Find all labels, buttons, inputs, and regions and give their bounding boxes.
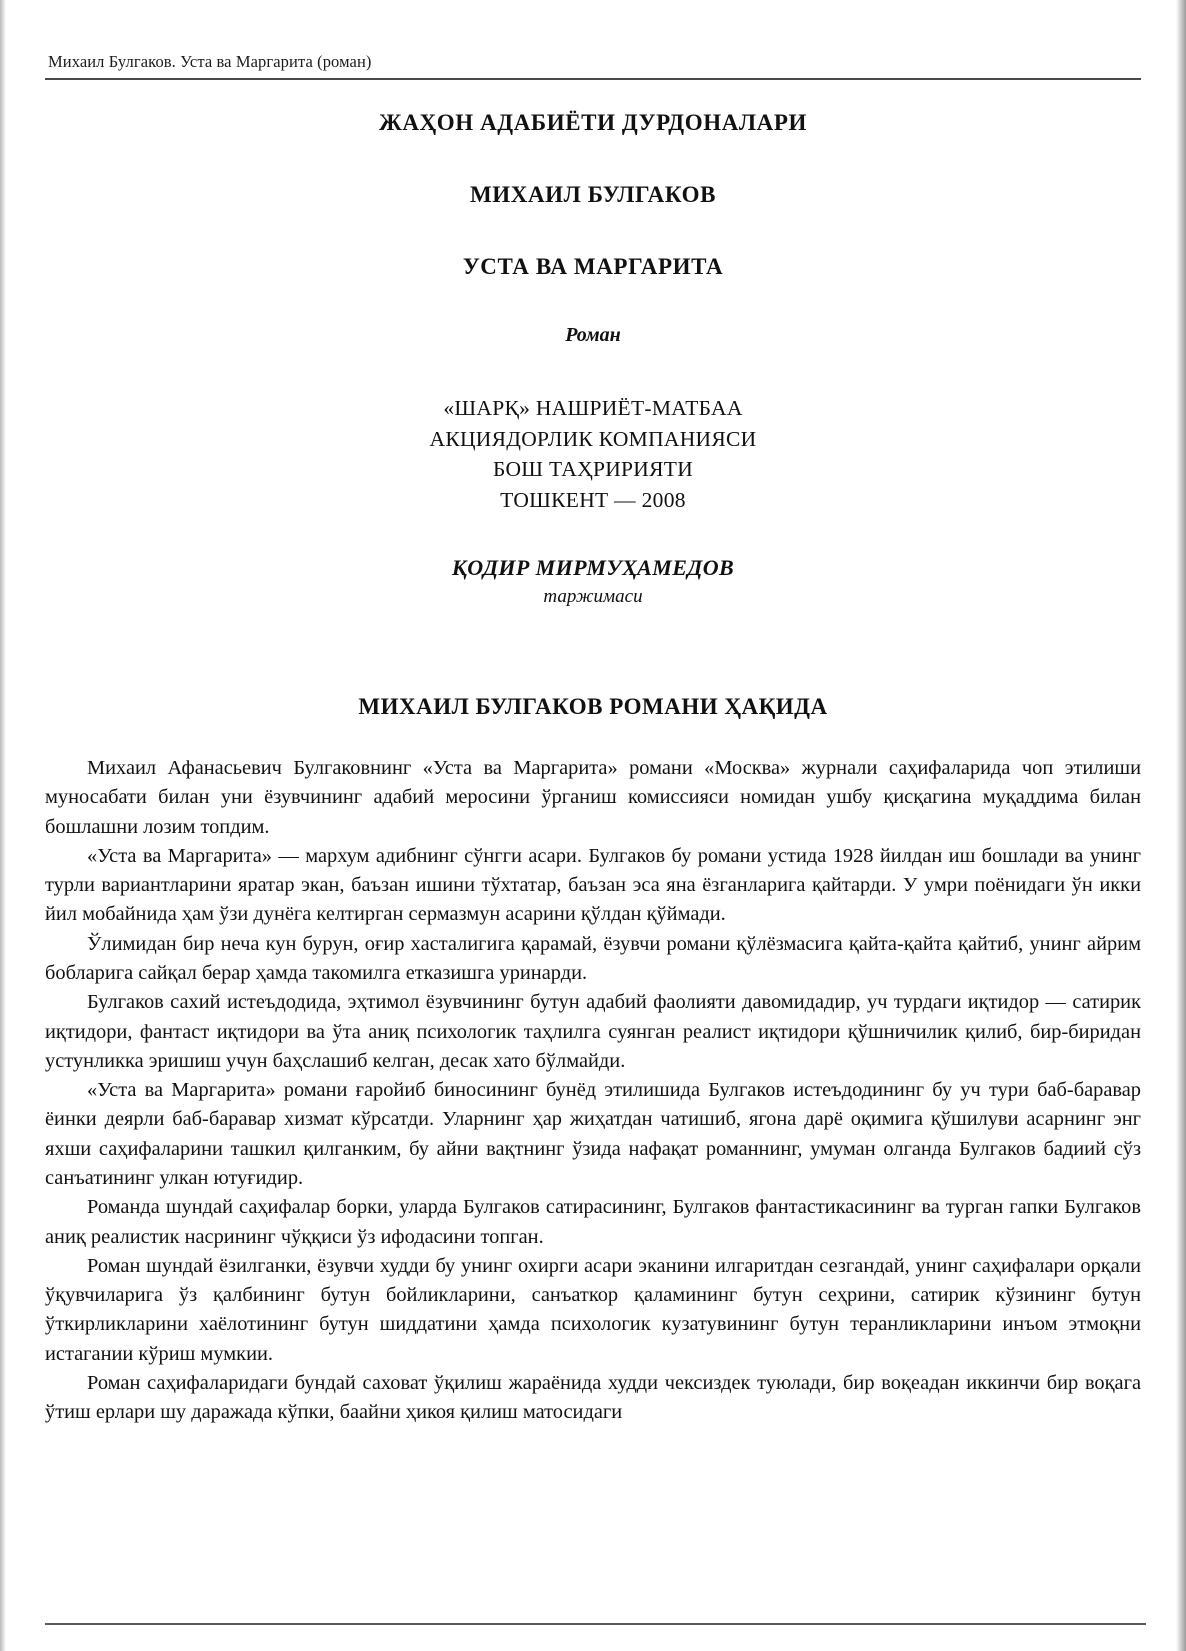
body-paragraph: Романда шундай саҳифалар борки, уларда Булгаков сатирасининг, Булгаков фантастикасининг ва турган гапки Булгаков аниқ реалистик насрининг чўққиси ўз ифодасини топган. bbox=[45, 1196, 1141, 1248]
body-paragraph: Роман шундай ёзилганки, ёзувчи худди бу унинг охирги асари эканини илгаритдан сезгандай, унинг саҳифалари орқали ўқувчиларига ўз қалбининг бутун бойликларини, санъаткор қаламининг бутун сеҳрини, сатирик кўзининг бутун ўткирликларини хаёлотининг бутун шиддатини ҳамда психологик кузатувининг бутун теранликларини инъом этмоқни истагании кўриш мумкии. bbox=[45, 1254, 1141, 1365]
translator-name: ҚОДИР МИРМУҲАМЕДОВ bbox=[451, 555, 735, 581]
body-paragraph: Роман саҳифаларидаги бундай саховат ўқилиш жараёнида худди чексиздек туюлади, бир воқеадан иккинчи бир воқага ўтиш ерлари шу даражада кўпки, баайни ҳикоя қилиш матосидаги bbox=[45, 1371, 1141, 1424]
book-title: УСТА ВА МАРГАРИТА bbox=[462, 254, 724, 279]
publisher-line-4: ТОШКЕНТ — 2008 bbox=[500, 487, 686, 512]
body-paragraph: Булгаков сахий истеъдодида, эҳтимол ёзувчининг бутун адабий фаолияти давомидадир, уч турдаги иқтидор — сатирик иқтидори, фантаст иқтидори ва ўта аниқ психологик таҳлилга суянган реалист иқтидори қўшничилик қилиб, бир-биридан устунликка эришиш учун баҳслашиб келган, десак хато бўлмайди. bbox=[45, 991, 1141, 1072]
running-header: Михаил Булгаков. Уста ва Маргарита (роман) bbox=[48, 52, 372, 71]
body-paragraph: Ўлимидан бир неча кун бурун, оғир хасталигига қарамай, ёзувчи романи қўлёзмасига қайта-қайта қайтиб, унинг айрим бобларига сайқал берар ҳамда такомилга етказишга уринарди. bbox=[45, 932, 1141, 985]
series-title: ЖАҲОН АДАБИЁТИ ДУРДОНАЛАРИ bbox=[378, 110, 808, 135]
publisher-line-1: «ШАРҚ» НАШРИЁТ-МАТБАА bbox=[443, 396, 743, 420]
publisher-line-3: БОШ ТАҲРИРИЯТИ bbox=[492, 457, 694, 482]
publisher-line-2: АКЦИЯДОРЛИК КОМПАНИЯСИ bbox=[429, 426, 757, 451]
book-author: МИХАИЛ БУЛГАКОВ bbox=[469, 182, 717, 207]
footer-divider bbox=[45, 1623, 1146, 1625]
header-divider bbox=[45, 78, 1141, 80]
book-genre: Роман bbox=[565, 324, 621, 346]
publisher-block bbox=[45, 393, 1141, 515]
body-paragraph: «Уста ва Маргарита» — мархум адибнинг сўнгги асари. Булгаков бу романи устида 1928 йилдан иш бошлади ва унинг турли вариантларини яратар экан, баъзан ишини тўхтатар, баъзан эса яна ёзганларига қайтарди. У умри поёнидаги ўн икки йил мобайнида ҳам ўзи дунёга келтирган сермазмун асарини қўлдан қўймади. bbox=[45, 844, 1141, 926]
section-heading: МИХАИЛ БУЛГАКОВ РОМАНИ ҲАҚИДА bbox=[358, 694, 828, 720]
page-inner bbox=[45, 0, 1141, 1428]
body-paragraph: Михаил Афанасьевич Булгаковнинг «Уста ва Маргарита» романи «Москва» журнали саҳифаларида чоп этилиши муносабати билан уни ёзувчининг адабий меросини ўрганиш комиссияси номидан ушбу қисқагина муқаддима билан бошлашни лозим топдим. bbox=[45, 757, 1141, 838]
translator-role: таржимаси bbox=[543, 586, 643, 608]
body-paragraph: «Уста ва Маргарита» романи ғаройиб биносининг бунёд этилишида Булгаков истеъдодининг бу уч тури баб-баравар ёинки деярли баб-баравар хизмат кўрсатди. Уларнинг ҳар жиҳатдан чатишиб, ягона дарё оқимига қўшилуви асарнинг энг яхши саҳифаларини ташкил қилганким, бу айни вақтнинг ўзида нафақат романнинг, умуман олганда Булгаков бадиий сўз санъатининг улкан ютуғидир. bbox=[45, 1079, 1141, 1189]
body-text bbox=[45, 754, 1141, 1427]
